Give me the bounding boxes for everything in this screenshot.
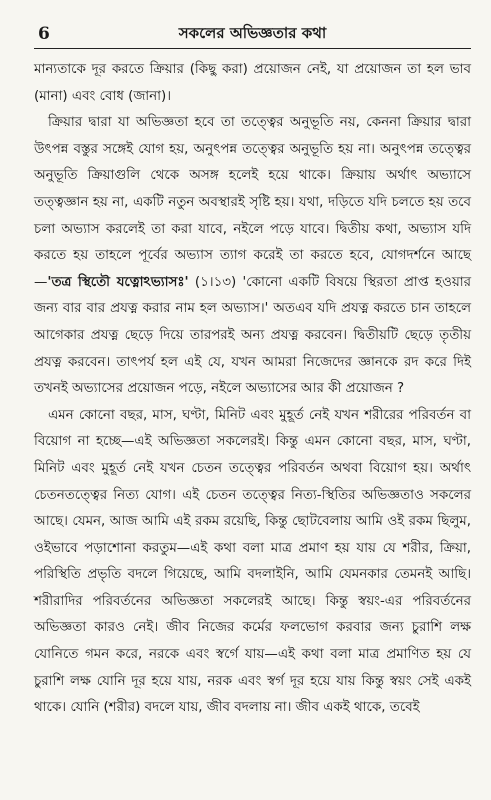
page-header (34, 10, 471, 49)
sanskrit-quote: 'তত্র স্থিতৌ যত্নোঽভ্যাসঃ' (47, 274, 189, 290)
paragraph-text: ক্রিয়ার দ্বারা যা অভিজ্ঞতা হবে তা তত্ত্বের অনুভূতি নয়, কেননা ক্রিয়ার দ্বারা উৎপন্ন বস্তুর সঙ্গেই যোগ হয়, অনুৎপন্ন তত্ত্বের অনুভূতি হয় না। অনুৎপন্ন তত্ত্বের অনুভূতি ক্রিয়াগুলি থেকে অসঙ্গ হলেই হয়ে থাকে। ক্রিয়ায় অর্থাৎ অভ্যাসে তত্ত্বজ্ঞান হয় না, একটি নতুন অবস্থারই সৃষ্টি হয়। যথা, দড়িতে যদি চলতে হয় তবে চলা অভ্যাস করলেই তা করা যাবে, নইলে পড়ে যাবে। দ্বিতীয় কথা, অভ্যাস যদি করতে হয় তাহলে পূর্বের অভ্যাস ত্যাগ করেই তা করতে হবে, যোগদর্শনে আছে— (34, 115, 471, 290)
paragraph-text: (১।১৩) 'কোনো একটি বিষয়ে স্থিরতা প্রাপ্ত হওয়ার জন্য বার বার প্রযত্ন করার নাম হল অভ্যাস।' অতএব যদি প্রযত্ন করতে চান তাহলে আগেকার প্রযত্ন ছেড়ে দিয়ে তারপরই অন্য প্রযত্ন করবেন। দ্বিতীয়টি ছেড়ে তৃতীয় প্রযত্ন করবেন। তাৎপর্য হল এই যে, যখন আমরা নিজেদের জ্ঞানকে রদ করে দিই তখনই অভ্যাসের প্রয়োজন পড়ে, নইলে অভ্যাসের আর কী প্রয়োজন ? (34, 274, 472, 397)
running-title: সকলের অভিজ্ঞতার কথা (178, 24, 327, 42)
paragraph-3 (34, 403, 471, 722)
paragraph-text: মান্যতাকে দূর করতে ক্রিয়ার (কিছু করা) প্রয়োজন নেই, যা প্রয়োজন তা হল ভাব (মানা) এবং বোধ (জানা)। (34, 62, 471, 104)
page-number: 6 (38, 24, 50, 44)
body-text (34, 57, 471, 722)
paragraph-text: এমন কোনো বছর, মাস, ঘণ্টা, মিনিট এবং মুহূর্ত নেই যখন শরীরের পরিবর্তন বা বিয়োগ না হচ্ছে—এই অভিজ্ঞতা সকলেরই। কিন্তু এমন কোনো বছর, মাস, ঘণ্টা, মিনিট এবং মুহূর্ত নেই যখন চেতন তত্ত্বের পরিবর্তন অথবা বিয়োগ হয়। অর্থাৎ চেতনতত্ত্বের নিত্য যোগ। এই চেতন তত্ত্বের নিত্য-স্থিতির অভিজ্ঞতাও সকলের আছে। যেমন, আজ আমি এই রকম রয়েছি, কিন্তু ছোটবেলায় আমি ওই রকম ছিলুম, ওইভাবে পড়াশোনা করতুম—এই কথা বলা মাত্র প্রমাণ হয় যায় যে শরীর, ক্রিয়া, পরিস্থিতি প্রভৃতি বদলে গিয়েছে, আমি বদলাইনি, আমি যেমনকার তেমনই আছি। শরীরাদির পরিবর্তনের অভিজ্ঞতা সকলেরই আছে। কিন্তু স্বয়ং-এর পরিবর্তনের অভিজ্ঞতা কারও নেই। জীব নিজের কর্মের ফলভোগ করবার জন্য চুরাশি লক্ষ যোনিতে গমন করে, নরকে এবং স্বর্গে যায়—এই কথা বলা মাত্র প্রমাণিত হয় যে চুরাশি লক্ষ যোনি দূর হয়ে যায়, নরক এবং স্বর্গ দূর হয়ে যায় কিন্তু স্বয়ং সেই একই থাকে। যোনি (শরীর) বদলে যায়, জীব বদলায় না। জীব একই থাকে, তবেই (34, 407, 471, 716)
paragraph-2 (34, 110, 471, 403)
paragraph-1 (34, 57, 471, 110)
